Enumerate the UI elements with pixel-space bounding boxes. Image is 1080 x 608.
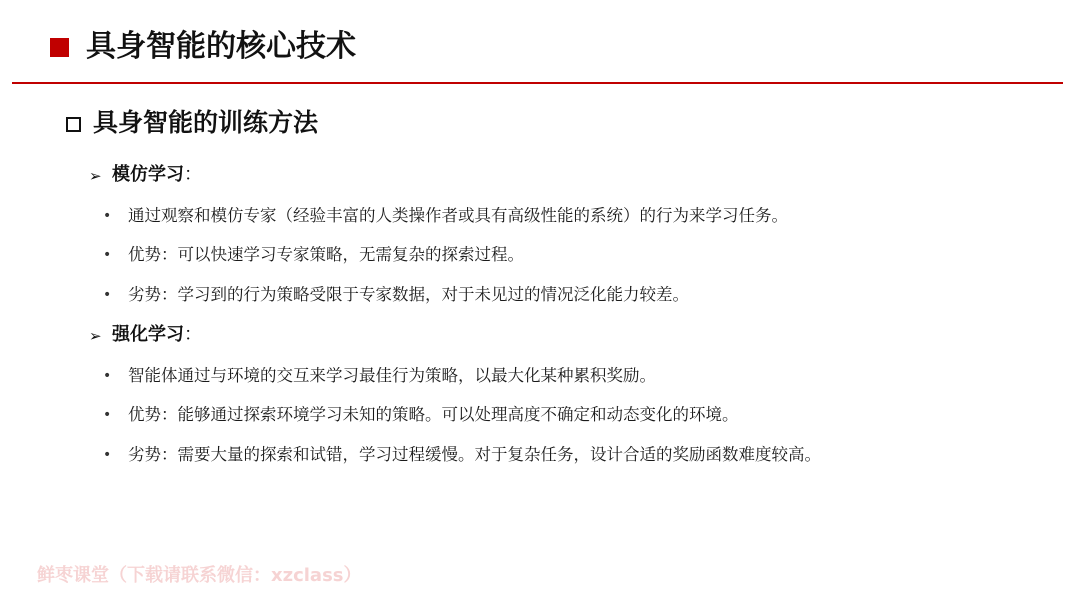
title-divider (12, 82, 1063, 84)
bullet-dot-icon: • (103, 247, 112, 263)
bullet-dot-icon: • (103, 407, 112, 423)
bullet-item: 通过观察和模仿专家（经验丰富的人类操作者或具有高级性能的系统）的行为来学习任务。 (128, 206, 788, 225)
subsection-heading-imitation (112, 162, 202, 188)
bullet-item: 优势：能够通过探索环境学习未知的策略。可以处理高度不确定和动态变化的环境。 (128, 405, 739, 424)
subsection-label: 模仿学习 (112, 164, 184, 185)
bullet-dot-icon: • (103, 447, 112, 463)
bullet-item: 劣势：需要大量的探索和试错，学习过程缓慢。对于复杂任务，设计合适的奖励函数难度较高。 (128, 445, 821, 464)
bullet-dot-icon: • (103, 287, 112, 303)
watermark-text: 鲜枣课堂（下载请联系微信：xzclass） (37, 565, 362, 586)
bullet-item: 智能体通过与环境的交互来学习最佳行为策略，以最大化某种累积奖励。 (128, 366, 656, 385)
bullet-item: 优势：可以快速学习专家策略，无需复杂的探索过程。 (128, 245, 524, 264)
page-title: 具身智能的核心技术 (86, 29, 356, 64)
subsection-colon: ： (184, 164, 202, 185)
arrow-bullet-icon: ➢ (89, 167, 102, 185)
bullet-item: 劣势：学习到的行为策略受限于专家数据，对于未见过的情况泛化能力较差。 (128, 285, 689, 304)
title-marker-square (50, 38, 69, 57)
section-title: 具身智能的训练方法 (93, 108, 319, 137)
subsection-heading-reinforcement (112, 322, 202, 348)
arrow-bullet-icon: ➢ (89, 327, 102, 345)
subsection-label: 强化学习 (112, 324, 184, 345)
subsection-colon: ： (184, 324, 202, 345)
bullet-dot-icon: • (103, 208, 112, 224)
section-checkbox-icon (66, 117, 81, 132)
bullet-dot-icon: • (103, 368, 112, 384)
